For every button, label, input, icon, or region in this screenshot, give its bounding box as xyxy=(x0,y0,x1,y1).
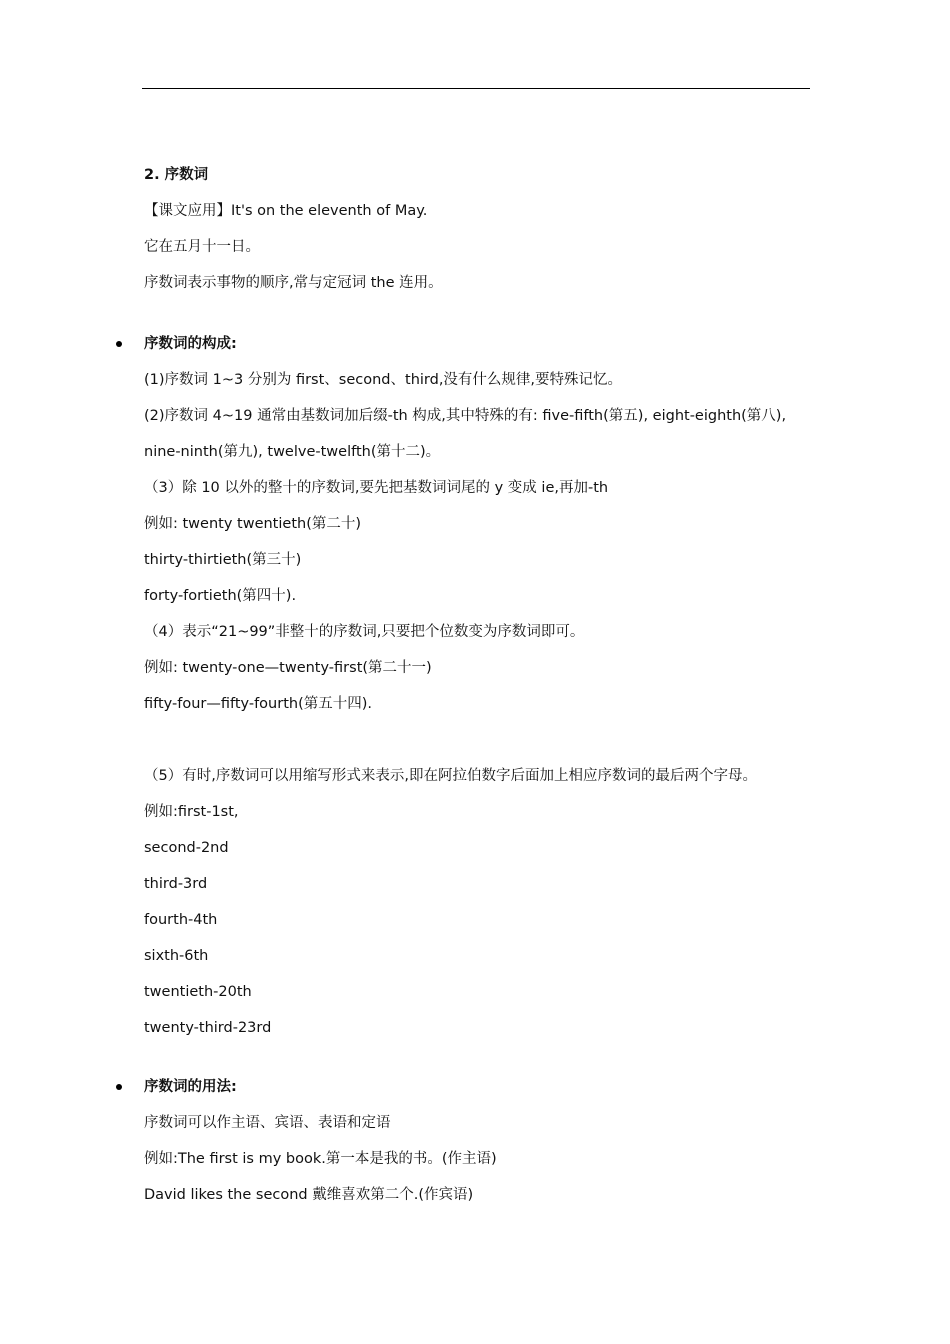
lesson-example: 【课文应用】It's on the eleventh of May. xyxy=(144,203,428,219)
formation-line: forty-fortieth(第四十). xyxy=(144,588,297,604)
bullet-icon xyxy=(116,341,122,347)
lesson-translation: 它在五月十一日。 xyxy=(144,239,260,255)
usage-line: 例如:The first is my book.第一本是我的书。(作主语) xyxy=(144,1151,497,1167)
formation-heading: 序数词的构成: xyxy=(144,336,237,352)
usage-line: 序数词可以作主语、宾语、表语和定语 xyxy=(144,1115,391,1131)
formation-line: twentieth-20th xyxy=(144,984,252,1000)
formation-line: （4）表示“21~99”非整十的序数词,只要把个位数变为序数词即可。 xyxy=(144,624,585,640)
formation-line: 例如: twenty-one—twenty-first(第二十一) xyxy=(144,660,432,676)
formation-line: 例如: twenty twentieth(第二十) xyxy=(144,516,362,532)
usage-line: David likes the second 戴维喜欢第二个.(作宾语) xyxy=(144,1187,474,1203)
formation-line: 例如:first-1st, xyxy=(144,804,239,820)
usage-heading: 序数词的用法: xyxy=(144,1079,237,1095)
formation-line: twenty-third-23rd xyxy=(144,1020,272,1036)
section-title: 2. 序数词 xyxy=(144,167,209,183)
formation-line: （3）除 10 以外的整十的序数词,要先把基数词词尾的 y 变成 ie,再加-th xyxy=(144,480,609,496)
formation-line: thirty-thirtieth(第三十) xyxy=(144,552,302,568)
formation-line: third-3rd xyxy=(144,876,208,892)
formation-line: (1)序数词 1~3 分别为 first、second、third,没有什么规律,要特殊记忆。 xyxy=(144,372,623,388)
formation-line: （5）有时,序数词可以用缩写形式来表示,即在阿拉伯数字后面加上相应序数词的最后两个字母。 xyxy=(144,768,757,784)
formation-line: fourth-4th xyxy=(144,912,218,928)
formation-line: fifty-four—fifty-fourth(第五十四). xyxy=(144,696,373,712)
bullet-icon xyxy=(116,1084,122,1090)
formation-line: (2)序数词 4~19 通常由基数词加后缀-th 构成,其中特殊的有: five-fifth(第五), eight-eighth(第八), xyxy=(144,408,787,424)
formation-line: sixth-6th xyxy=(144,948,209,964)
ordinal-definition: 序数词表示事物的顺序,常与定冠词 the 连用。 xyxy=(144,275,443,291)
formation-line: second-2nd xyxy=(144,840,229,856)
formation-line: nine-ninth(第九), twelve-twelfth(第十二)。 xyxy=(144,444,441,460)
header-rule xyxy=(142,88,810,89)
